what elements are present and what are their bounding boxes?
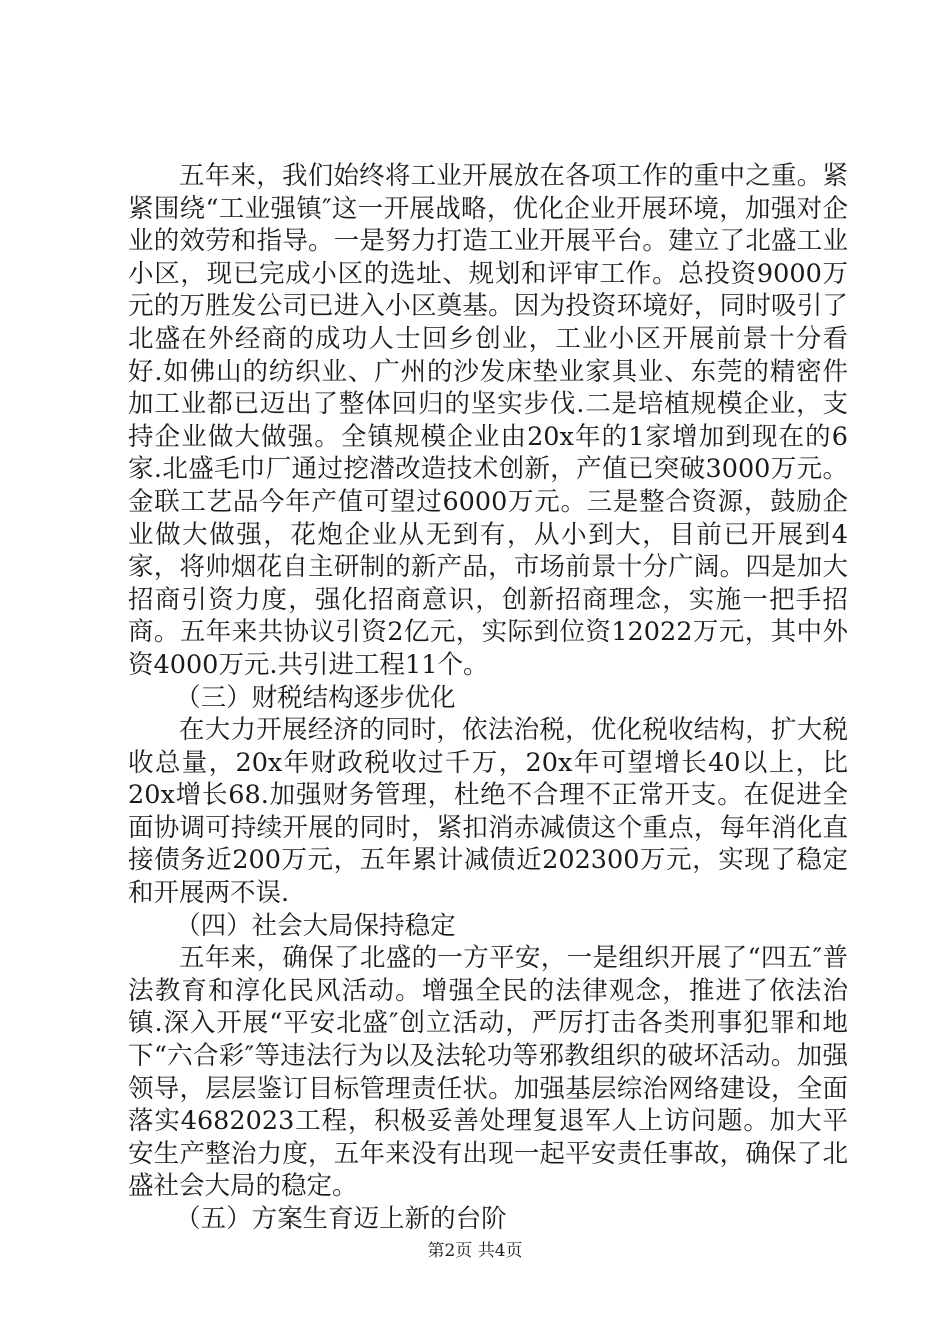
section-heading-stability: （四）社会大局保持稳定 [175,910,456,941]
section-heading-finance: （三）财税结构逐步优化 [175,682,456,713]
paragraph-stability: 五年来，确保了北盛的一方平安，一是组织开展了“四五″普法教育和淳化民风活动。增强全民的法律观念，推进了依法治镇.深入开展“平安北盛″创立活动，严厉打击各类刑事犯罪和地下“六合彩″等违法行为以及法轮功等邪教组织的破坏活动。加强领导，层层鉴订目标管理责任状。加强基层综治网络建设，全面落实4682023工程，积极妥善处理复退军人上访问题。加大平安生产整治力度，五年来没有出现一起平安责任事故，确保了北盛社会大局的稳定。 [128,943,848,1202]
document-body [128,160,848,1236]
section-heading-family-planning: （五）方案生育迈上新的台阶 [175,1204,507,1234]
page-number-footer: 第2页 共4页 [427,1241,523,1261]
paragraph-finance: 在大力开展经济的同时，依法治税，优化税收结构，扩大税收总量，20x年财政税收过千万，20x年可望增长40以上，比20x增长68.加强财务管理，杜绝不合理不正常开支。在促进全面协调可持续开展的同时，紧扣消赤减债这个重点，每年消化直接债务近200万元，五年累计减债近202300万元，实现了稳定和开展两不误. [128,715,848,909]
paragraph-industry: 五年来，我们始终将工业开展放在各项工作的重中之重。紧紧围绕“工业强镇″这一开展战略，优化企业开展环境，加强对企业的效劳和指导。一是努力打造工业开展平台。建立了北盛工业小区，现已完成小区的选址、规划和评审工作。总投资9000万元的万胜发公司已进入小区奠基。因为投资环境好，同时吸引了北盛在外经商的成功人士回乡创业，工业小区开展前景十分看好.如佛山的纺织业、广州的沙发床垫业家具业、东莞的精密件加工业都已迈出了整体回归的坚实步伐.二是培植规模企业，支持企业做大做强。全镇规模企业由20x年的1家增加到现在的6家.北盛毛巾厂通过挖潜改造技术创新，产值已突破3000万元。金联工艺品今年产值可望过6000万元。三是整合资源，鼓励企业做大做强，花炮企业从无到有，从小到大，目前已开展到4家，将帅烟花自主研制的新产品，市场前景十分广阔。四是加大招商引资力度，强化招商意识，创新招商理念，实施一把手招商。五年来共协议引资2亿元，实际到位资12022万元，其中外资4000万元.共引进工程11个。 [128,161,848,680]
